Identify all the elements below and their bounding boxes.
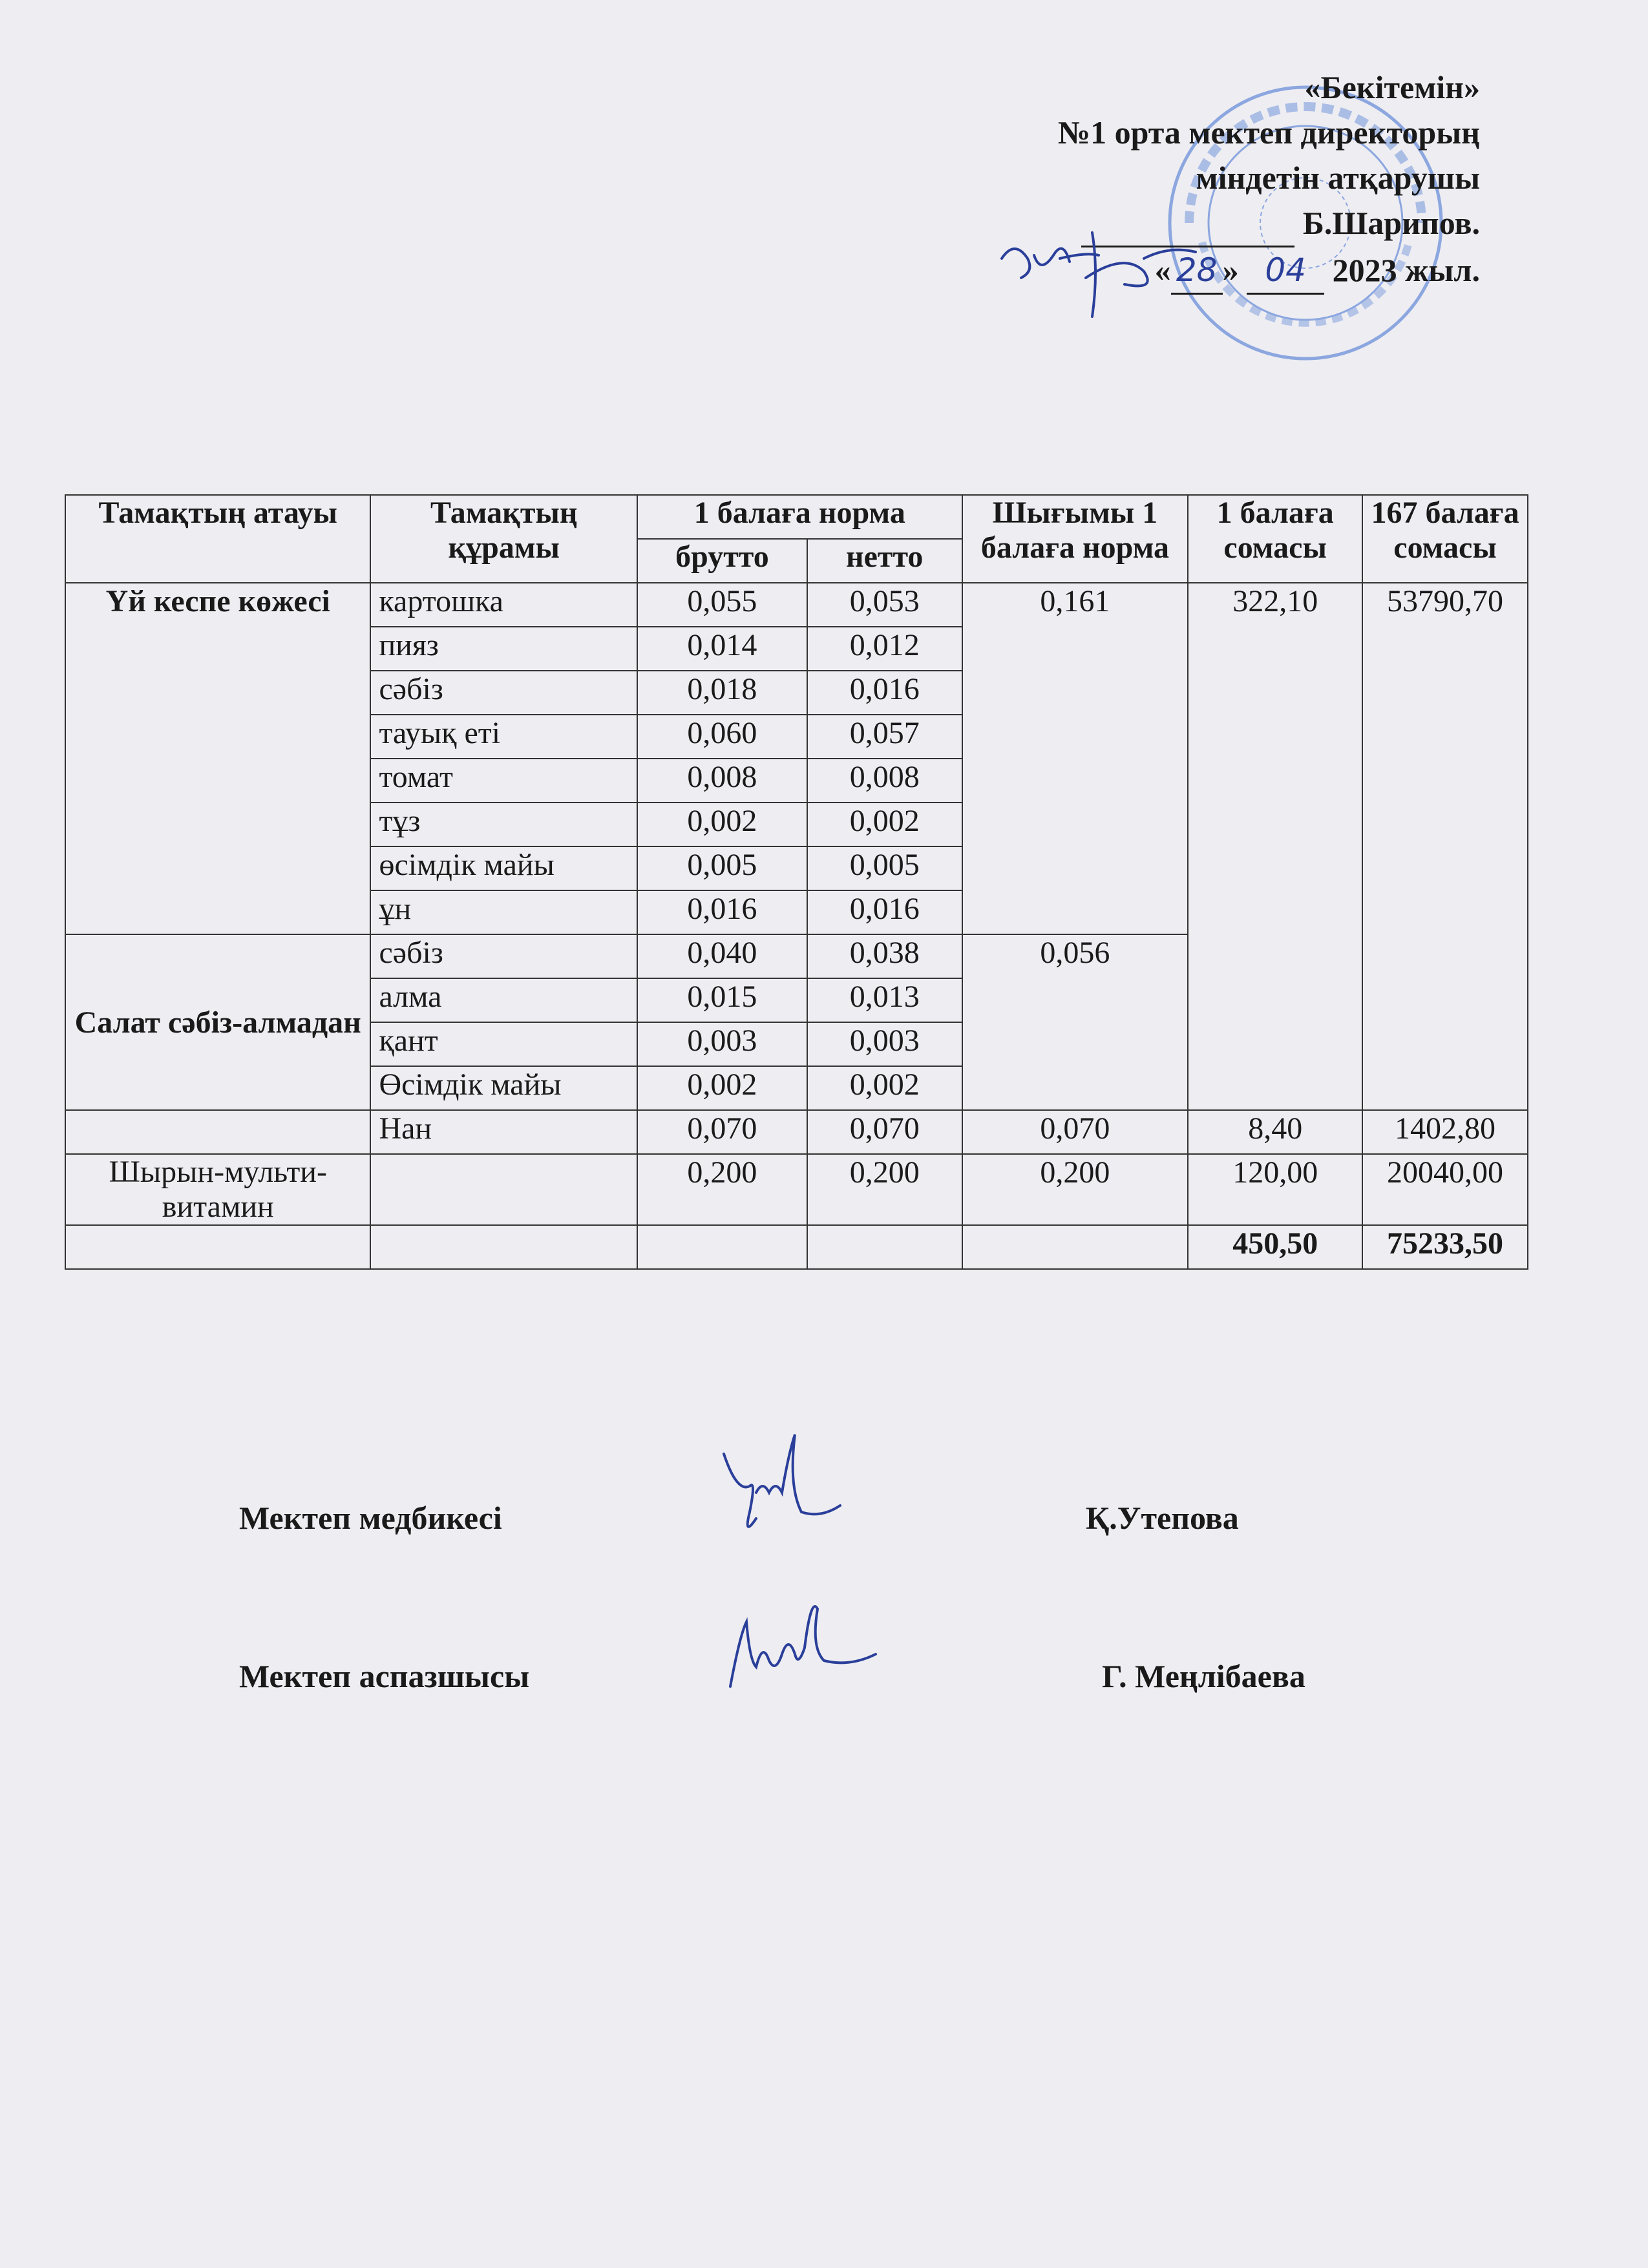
total-sum-per-child: 450,50 [1188,1225,1362,1269]
empty-cell [65,1110,370,1154]
director-name: Б.Шарипов. [1302,205,1480,241]
cook-signature [717,1602,879,1712]
consumption-value: 0,200 [962,1154,1188,1225]
group-name: Үй кеспе көжесі [65,583,370,934]
brutto-value: 0,008 [637,759,807,803]
header-composition: Тамақтың құрамы [370,495,637,583]
ingredient-name: картошка [370,583,637,627]
nurse-signature [711,1428,853,1557]
empty-cell [962,1225,1188,1269]
brutto-value: 0,014 [637,627,807,671]
total-sum-167: 75233,50 [1362,1225,1528,1269]
empty-cell [370,1154,637,1225]
table-row [65,1110,1528,1154]
brutto-value: 0,055 [637,583,807,627]
netto-value: 0,002 [807,803,962,846]
table-row [65,583,1528,627]
item-name: Шырын-мульти-витамин [65,1154,370,1225]
ingredient-name: өсімдік майы [370,846,637,890]
approval-title: «Бекітемін» [1304,69,1480,105]
director-signature [989,220,1260,330]
header-consumption: Шығымы 1 балаға норма [962,495,1188,583]
brutto-value: 0,200 [637,1154,807,1225]
netto-value: 0,070 [807,1110,962,1154]
ingredient-name: томат [370,759,637,803]
nurse-name: Қ.Утепова [1086,1500,1239,1536]
nurse-role: Мектеп медбикесі [239,1500,502,1536]
brutto-value: 0,040 [637,934,807,978]
ingredient-name: қант [370,1022,637,1066]
netto-value: 0,038 [807,934,962,978]
ingredient-name: сәбіз [370,671,637,715]
brutto-value: 0,005 [637,846,807,890]
consumption-value: 0,070 [962,1110,1188,1154]
netto-value: 0,016 [807,671,962,715]
ingredient-name: пияз [370,627,637,671]
brutto-value: 0,015 [637,978,807,1022]
brutto-value: 0,018 [637,671,807,715]
brutto-value: 0,070 [637,1110,807,1154]
netto-value: 0,053 [807,583,962,627]
sum-per-child-value: 8,40 [1188,1110,1362,1154]
netto-value: 0,002 [807,1066,962,1110]
ingredient-name: сәбіз [370,934,637,978]
brutto-value: 0,002 [637,803,807,846]
netto-value: 0,057 [807,715,962,759]
ingredient-name: Өсімдік майы [370,1066,637,1110]
date-day: 28 [1171,247,1223,295]
ingredient-name: ұн [370,890,637,934]
date-month: 04 [1247,247,1324,295]
header-food-name: Тамақтың атауы [65,495,370,583]
consumption-value: 0,056 [962,934,1188,1110]
header-netto: нетто [807,539,962,583]
empty-cell [65,1225,370,1269]
header-brutto: брутто [637,539,807,583]
table-row [65,1154,1528,1225]
approval-position-line1: №1 орта мектеп директорың [1057,114,1480,151]
cook-role: Мектеп аспазшысы [239,1658,530,1694]
menu-table [65,494,1528,1270]
brutto-value: 0,060 [637,715,807,759]
netto-value: 0,008 [807,759,962,803]
netto-value: 0,005 [807,846,962,890]
header-sum-167: 167 балаға сомасы [1362,495,1528,583]
ingredient-name: тұз [370,803,637,846]
netto-value: 0,200 [807,1154,962,1225]
netto-value: 0,016 [807,890,962,934]
sum-per-child-value: 322,10 [1188,583,1362,1110]
item-name: Нан [370,1110,637,1154]
date-year: 2023 жыл. [1332,252,1480,288]
approval-position-line2: міндетін атқарушы [1196,160,1480,196]
empty-cell [807,1225,962,1269]
brutto-value: 0,016 [637,890,807,934]
netto-value: 0,003 [807,1022,962,1066]
total-row [65,1225,1528,1269]
empty-cell [637,1225,807,1269]
empty-cell [370,1225,637,1269]
brutto-value: 0,003 [637,1022,807,1066]
group-name: Салат сәбіз-алмадан [65,934,370,1110]
header-sum-per-child: 1 балаға сомасы [1188,495,1362,583]
sum-167-value: 1402,80 [1362,1110,1528,1154]
ingredient-name: алма [370,978,637,1022]
date-quote-close: » [1222,252,1239,288]
ingredient-name: тауық еті [370,715,637,759]
netto-value: 0,013 [807,978,962,1022]
brutto-value: 0,002 [637,1066,807,1110]
cook-name: Г. Меңлібаева [1102,1658,1305,1694]
sum-167-value: 53790,70 [1362,583,1528,1110]
sum-167-value: 20040,00 [1362,1154,1528,1225]
consumption-value: 0,161 [962,583,1188,934]
sum-per-child-value: 120,00 [1188,1154,1362,1225]
header-norm: 1 балаға норма [637,495,962,539]
date-quote-open: « [1154,252,1171,288]
netto-value: 0,012 [807,627,962,671]
